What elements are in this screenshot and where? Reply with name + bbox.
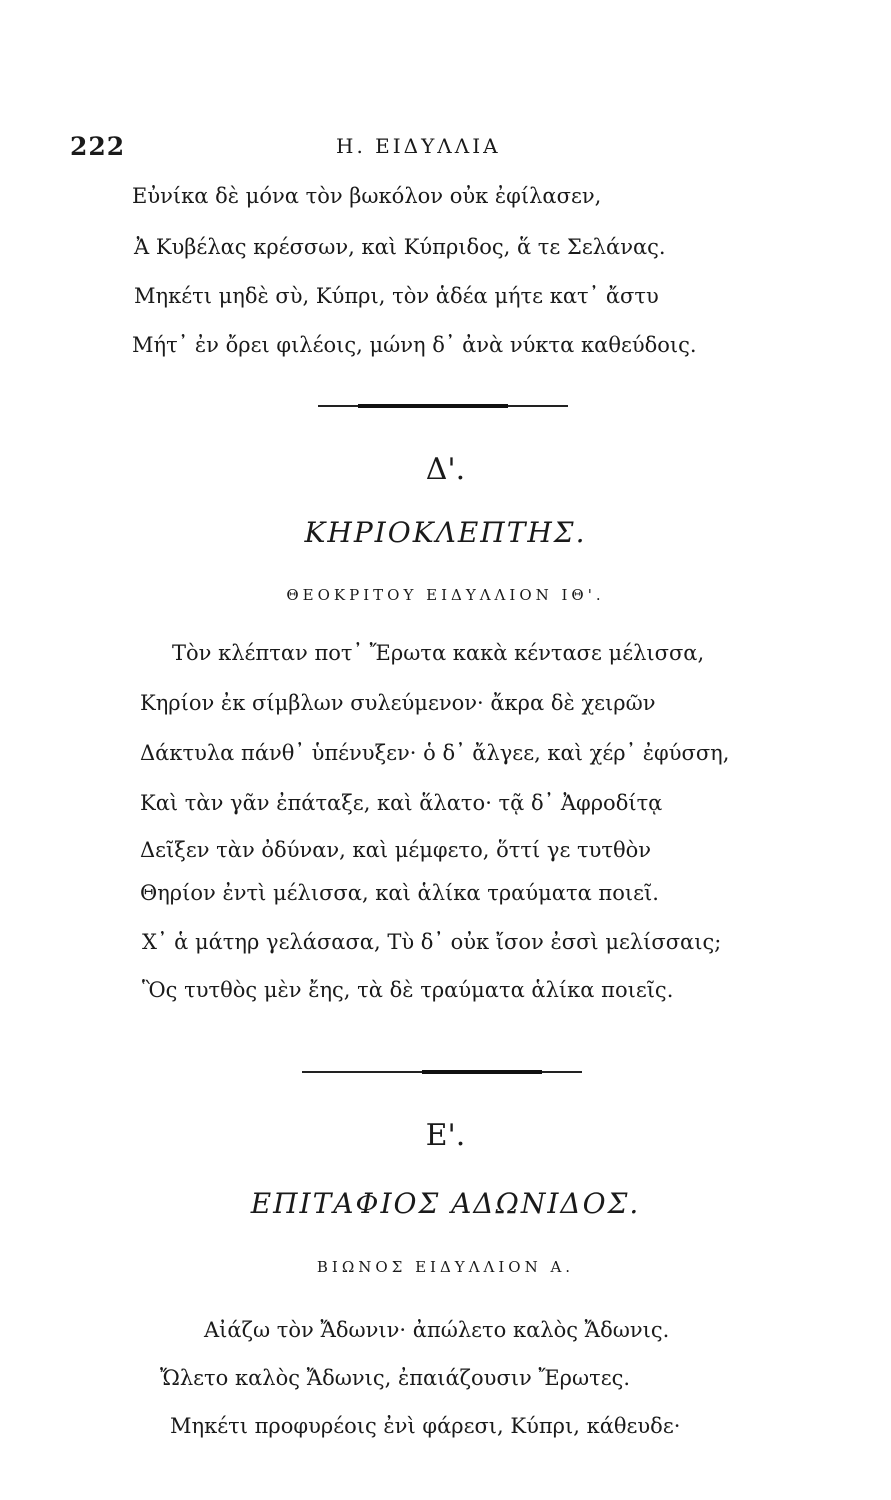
verse-line: Αἰάζω τὸν Ἄδωνιν· ἀπώλετο καλὸς Ἄδωνις.: [204, 1318, 670, 1342]
poem-subtitle: ΘΕΟΚΡΙΤΟΥ ΕΙΔΥΛΛΙΟΝ ΙΘ'.: [286, 586, 605, 604]
verse-line: Θηρίον ἐντὶ μέλισσα, καὶ ἁλίκα τραύματα ποιεῖ.: [140, 881, 659, 905]
section-numeral: Ε'.: [425, 1118, 466, 1153]
verse-line: Κηρίον ἐκ σίμβλων συλεύμενον· ἄκρα δὲ χειρῶν: [140, 691, 656, 715]
section-rule: [318, 405, 568, 407]
section-rule: [302, 1071, 582, 1073]
poem-title: ΚΗΡΙΟΚΛΕΠΤΗΣ.: [304, 516, 587, 549]
verse-line: Δάκτυλα πάνθ᾽ ὑπένυξεν· ὁ δ᾽ ἄλγεε, καὶ χέρ᾽ ἐφύσση,: [140, 741, 730, 765]
verse-line: Μηκέτι μηδὲ σὺ, Κύπρι, τὸν ἁδέα μήτε κατ᾽ ἄστυ: [134, 284, 659, 308]
verse-line: Δεῖξεν τὰν ὀδύναν, καὶ μέμφετο, ὅττί γε τυτθὸν: [140, 838, 652, 862]
running-title: Η. ΕΙΔΥΛΛΙΑ: [336, 134, 501, 158]
verse-line: Μηκέτι προφυρέοις ἐνὶ φάρεσι, Κύπρι, κάθευδε·: [170, 1414, 681, 1438]
verse-line: Καὶ τὰν γᾶν ἐπάταξε, καὶ ἅλατο· τᾷ δ᾽ Ἀφροδίτᾳ: [140, 791, 663, 815]
verse-line: Εὐνίκα δὲ μόνα τὸν βωκόλον οὐκ ἐφίλασεν,: [132, 184, 602, 208]
section-numeral: Δ'.: [425, 452, 466, 487]
verse-line: Ὃς τυτθὸς μὲν ἔης, τὰ δὲ τραύματα ἁλίκα ποιεῖς.: [142, 978, 674, 1002]
poem-title: ΕΠΙΤΑΦΙΟΣ ΑΔΩΝΙΔΟΣ.: [250, 1187, 641, 1220]
verse-line: Χ᾽ ἁ μάτηρ γελάσασα, Τὺ δ᾽ οὐκ ἴσον ἐσσὶ μελίσσαις;: [142, 930, 722, 954]
verse-line: Ἀ Κυβέλας κρέσσων, καὶ Κύπριδος, ἅ τε Σελάνας.: [134, 235, 666, 259]
verse-line: Μήτ᾽ ἐν ὄρει φιλέοις, μώνη δ᾽ ἀνὰ νύκτα καθεύδοις.: [132, 333, 697, 357]
verse-line: Ὤλετο καλὸς Ἄδωνις, ἐπαιάζουσιν Ἔρωτες.: [160, 1366, 631, 1390]
verse-line: Τὸν κλέπταν ποτ᾽ Ἔρωτα κακὰ κέντασε μέλισσα,: [172, 641, 705, 665]
running-head: [70, 128, 830, 168]
page-number: 222: [70, 132, 126, 161]
poem-subtitle: ΒΙΩΝΟΣ ΕΙΔΥΛΛΙΟΝ Α.: [316, 1258, 575, 1276]
